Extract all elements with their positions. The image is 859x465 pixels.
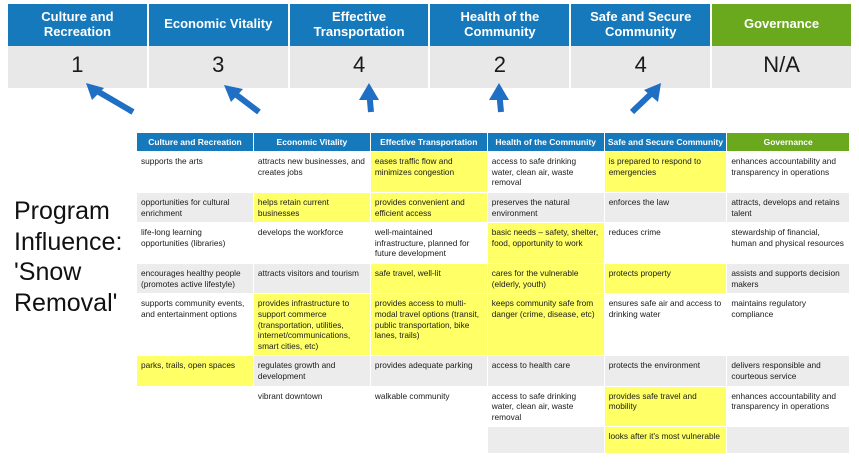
matrix-cell: cares for the vulnerable (elderly, youth)	[487, 264, 604, 294]
influence-arrow-3-shaft	[369, 90, 371, 112]
influence-arrow-2-shaft	[230, 90, 259, 112]
table-row	[137, 223, 850, 264]
priority-header-economic-vitality: Economic Vitality	[149, 4, 290, 46]
priority-header-row	[8, 4, 851, 46]
matrix-cell: walkable community	[370, 386, 487, 427]
influence-arrows-group	[0, 80, 859, 136]
matrix-cell: supports community events, and entertainment options	[137, 294, 254, 356]
score-health-of-the-community: 2	[430, 46, 571, 88]
matrix-header-row	[137, 133, 850, 152]
matrix-cell: preserves the natural environment	[487, 193, 604, 223]
matrix-cell: regulates growth and development	[253, 356, 370, 386]
matrix-header-health-of-the-community: Health of the Community	[487, 133, 604, 152]
matrix-cell	[253, 427, 370, 454]
matrix-header-culture-and-recreation: Culture and Recreation	[137, 133, 254, 152]
program-influence-caption: Program Influence: 'Snow Removal'	[14, 197, 123, 317]
matrix-cell: provides safe travel and mobility	[604, 386, 727, 427]
matrix-cell: encourages healthy people (promotes active lifestyle)	[137, 264, 254, 294]
matrix-cell	[137, 427, 254, 454]
priority-header-governance: Governance	[712, 4, 851, 46]
score-culture-and-recreation: 1	[8, 46, 149, 88]
matrix-cell: safe travel, well-lit	[370, 264, 487, 294]
matrix-cell: eases traffic flow and minimizes congestion	[370, 152, 487, 193]
matrix-cell: maintains regulatory compliance	[727, 294, 850, 356]
influence-arrow-4-shaft	[499, 90, 501, 112]
matrix-cell: well-maintained infrastructure, planned for future development	[370, 223, 487, 264]
matrix-cell: protects the environment	[604, 356, 727, 386]
matrix-cell: access to safe drinking water, clean air, waste removal	[487, 152, 604, 193]
table-row	[137, 427, 850, 454]
matrix-cell: looks after it's most vulnerable	[604, 427, 727, 454]
matrix-cell: is prepared to respond to emergencies	[604, 152, 727, 193]
score-governance: N/A	[763, 51, 800, 77]
table-row	[137, 294, 850, 356]
matrix-cell: supports the arts	[137, 152, 254, 193]
matrix-cell: vibrant downtown	[253, 386, 370, 427]
matrix-cell	[137, 386, 254, 427]
matrix-cell: delivers responsible and courteous service	[727, 356, 850, 386]
influence-arrow-5-shaft	[632, 90, 655, 112]
table-row	[137, 264, 850, 294]
score-effective-transportation: 4	[290, 46, 431, 88]
priority-header-culture-and-recreation: Culture and Recreation	[8, 4, 149, 46]
table-row	[137, 193, 850, 223]
matrix-cell	[727, 427, 850, 454]
matrix-cell: protects property	[604, 264, 727, 294]
matrix-cell: access to safe drinking water, clean air, waste removal	[487, 386, 604, 427]
matrix-cell: develops the workforce	[253, 223, 370, 264]
matrix-cell: reduces crime	[604, 223, 727, 264]
matrix-cell: provides infrastructure to support commerce (transportation, utilities, internet/communications, smart cities, etc)	[253, 294, 370, 356]
matrix-cell: opportunities for cultural enrichment	[137, 193, 254, 223]
matrix-cell: enhances accountability and transparency in operations	[727, 386, 850, 427]
score-safe-and-secure-community: 4	[571, 46, 712, 88]
matrix-cell: attracts new businesses, and creates jobs	[253, 152, 370, 193]
table-row	[137, 356, 850, 386]
matrix-cell	[370, 427, 487, 454]
priority-score-band	[8, 4, 851, 88]
influence-arrow-1-shaft	[92, 88, 133, 112]
table-row	[137, 152, 850, 193]
table-row	[137, 386, 850, 427]
matrix-cell	[487, 427, 604, 454]
matrix-cell: parks, trails, open spaces	[137, 356, 254, 386]
community-priorities-matrix	[136, 132, 850, 454]
priority-header-effective-transportation: Effective Transportation	[290, 4, 431, 46]
priority-score-row	[8, 46, 851, 88]
priority-header-safe-and-secure-community: Safe and Secure Community	[571, 4, 712, 46]
matrix-cell: helps retain current businesses	[253, 193, 370, 223]
matrix-cell: attracts, develops and retains talent	[727, 193, 850, 223]
matrix-header-effective-transportation: Effective Transportation	[370, 133, 487, 152]
matrix-cell: ensures safe air and access to drinking water	[604, 294, 727, 356]
matrix-cell: stewardship of financial, human and physical resources	[727, 223, 850, 264]
matrix-cell: provides adequate parking	[370, 356, 487, 386]
matrix-header-governance: Governance	[727, 133, 850, 152]
matrix-cell: provides convenient and efficient access	[370, 193, 487, 223]
matrix-cell: basic needs – safety, shelter, food, opportunity to work	[487, 223, 604, 264]
matrix-cell: attracts visitors and tourism	[253, 264, 370, 294]
matrix-cell: life-long learning opportunities (libraries)	[137, 223, 254, 264]
priority-header-health-of-the-community: Health of the Community	[430, 4, 571, 46]
matrix-cell: assists and supports decision makers	[727, 264, 850, 294]
matrix-header-safe-and-secure-community: Safe and Secure Community	[604, 133, 727, 152]
score-economic-vitality: 3	[149, 46, 290, 88]
matrix-cell: provides access to multi-modal travel options (transit, public transportation, bike lanes, trails)	[370, 294, 487, 356]
matrix-cell: enforces the law	[604, 193, 727, 223]
matrix-header-economic-vitality: Economic Vitality	[253, 133, 370, 152]
matrix-cell: keeps community safe from danger (crime, disease, etc)	[487, 294, 604, 356]
matrix-cell: enhances accountability and transparency in operations	[727, 152, 850, 193]
matrix-cell: access to health care	[487, 356, 604, 386]
